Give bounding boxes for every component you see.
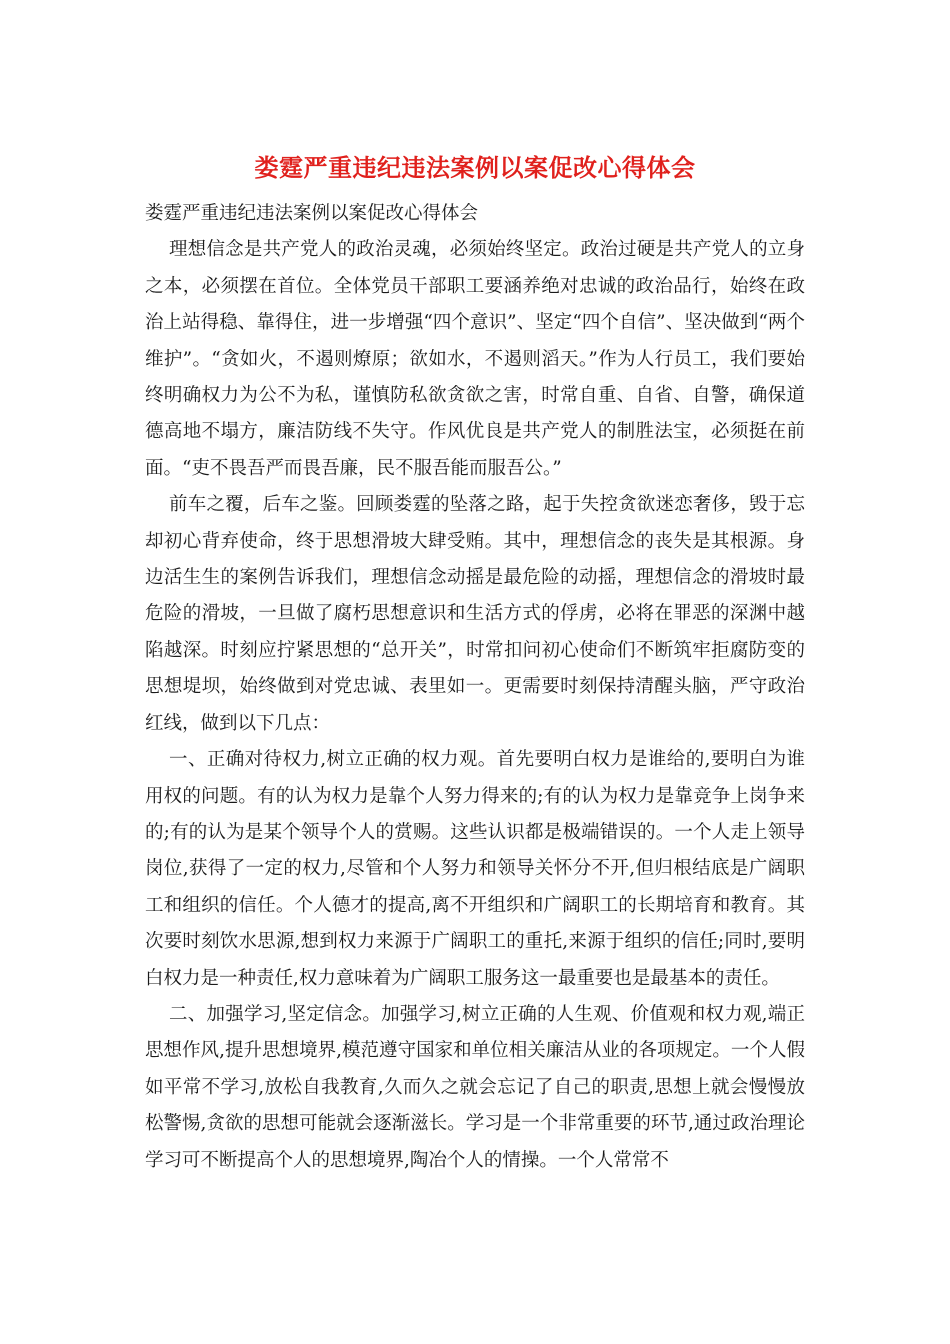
paragraph-study: 二、加强学习,坚定信念。加强学习,树立正确的人生观、价值观和权力观,端正思想作风,提升思想境界,模范遵守国家和单位相关廉洁从业的各项规定。一个人假如平常不学习,放松自我教育,久而久之就会忘记了自己的职责,思想上就会慢慢放松警惕,贪欲的思想可能就会逐渐滋长。学习是一个非常重要的环节,通过政治理论学习可不断提高个人的思想境界,陶冶个人的情操。一个人常常不	[145, 1003, 805, 1171]
paragraph-power: 一、正确对待权力,树立正确的权力观。首先要明白权力是谁给的,要明白为谁用权的问题。有的认为权力是靠个人努力得来的;有的认为权力是靠竞争上岗争来的;有的认为是某个领导个人的赏赐。这些认识都是极端错误的。一个人走上领导岗位,获得了一定的权力,尽管和个人努力和领导关怀分不开,但归根结底是广阔职工和组织的信任。个人德才的提高,离不开组织和广阔职工的长期培育和教育。其次要时刻饮水思源,想到权力来源于广阔职工的重托,来源于组织的信任;同时,要明白权力是一种责任,权力意味着为广阔职工服务这一最重要也是最基本的责任。	[145, 749, 805, 989]
paragraph-lesson: 前车之覆，后车之鉴。回顾娄霆的坠落之路，起于失控贪欲迷恋奢侈，毁于忘却初心背弃使命，终于思想滑坡大肆受贿。其中，理想信念的丧失是其根源。身边活生生的案例告诉我们，理想信念动摇是最危险的动摇，理想信念的滑坡时最危险的滑坡，一旦做了腐朽思想意识和生活方式的俘虏，必将在罪恶的深渊中越陷越深。时刻应拧紧思想的“总开关”，时常扣问初心使命们不断筑牢拒腐防变的思想堤坝，始终做到对党忠诚、表里如一。更需要时刻保持清醒头脑，严守政治红线，做到以下几点：	[145, 494, 805, 734]
document-title: 娄霆严重违纪违法案例以案促改心得体会	[254, 153, 696, 182]
document-body	[145, 196, 805, 1179]
paragraph-ideals: 理想信念是共产党人的政治灵魂，必须始终坚定。政治过硬是共产党人的立身之本，必须摆在首位。全体党员干部职工要涵养绝对忠诚的政治品行，始终在政治上站得稳、靠得住，进一步增强“四个意识”、坚定“四个自信”、坚决做到“两个维护”。“贪如火，不遏则燎原；欲如水，不遏则滔天。”作为人行员工，我们要始终明确权力为公不为私，谨慎防私欲贪欲之害，时常自重、自省、自警，确保道德高地不塌方，廉洁防线不失守。作风优良是共产党人的制胜法宝，必须挺在前面。“吏不畏吾严而畏吾廉，民不服吾能而服吾公。”	[145, 239, 805, 479]
document-subtitle: 娄霆严重违纪违法案例以案促改心得体会	[145, 203, 479, 224]
